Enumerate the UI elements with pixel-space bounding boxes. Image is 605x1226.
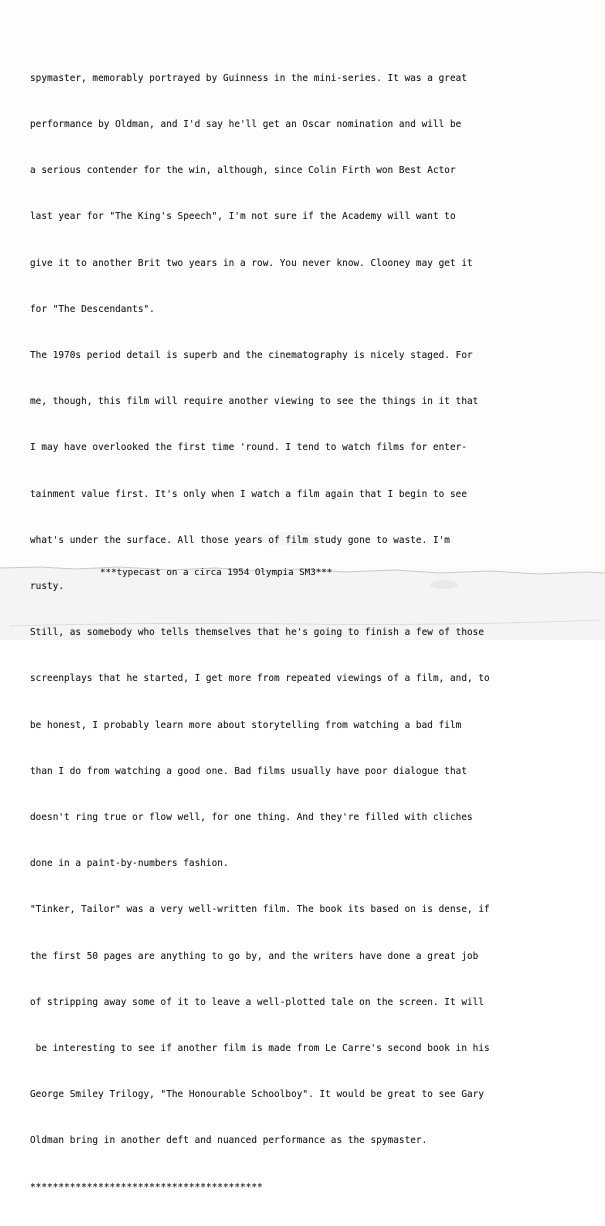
text-line: me, though, this film will require another viewing to see the things in it that: [30, 396, 479, 408]
text-line: George Smiley Trilogy, "The Honourable Schoolboy". It would be great to see Gary: [30, 1089, 485, 1101]
text-line: I may have overlooked the first time 'round. I tend to watch films for enter-: [30, 442, 468, 454]
text-line: "Tinker, Tailor" was a very well-written film. The book its based on is dense, if: [30, 904, 490, 916]
text-line: what's under the surface. All those years of film study gone to waste. I'm: [30, 534, 450, 546]
text-line: screenplays that he started, I get more from repeated viewings of a film, and, to: [30, 673, 490, 685]
text-line: done in a paint-by-numbers fashion.: [30, 858, 229, 870]
text-line: Oldman bring in another deft and nuanced performance as the spymaster.: [30, 1135, 428, 1147]
text-line: last year for "The King's Speech", I'm not sure if the Academy will want to: [30, 211, 456, 223]
text-line: give it to another Brit two years in a row. You never know. Clooney may get it: [30, 257, 473, 269]
text-line: rusty.: [30, 581, 65, 593]
text-line: of stripping away some of it to leave a well-plotted tale on the screen. It will: [30, 996, 485, 1008]
text-line: performance by Oldman, and I'd say he'll get an Oscar nomination and will be: [30, 119, 462, 131]
text-line: a serious contender for the win, although, since Colin Firth won Best Actor: [30, 165, 456, 177]
text-line: tainment value first. It's only when I watch a film again that I begin to see: [30, 488, 468, 500]
typewritten-body: [30, 40, 598, 1226]
text-line: be honest, I probably learn more about storytelling from watching a bad film: [30, 719, 462, 731]
text-line: The 1970s period detail is superb and the cinematography is nicely staged. For: [30, 350, 473, 362]
text-line: be interesting to see if another film is made from Le Carre's second book in his: [30, 1043, 490, 1055]
text-line: for "The Descendants".: [30, 303, 155, 315]
text-line: doesn't ring true or flow well, for one thing. And they're filled with cliches: [30, 812, 473, 824]
typecast-footer-note: ***typecast on a circa 1954 Olympia SM3***: [100, 567, 333, 578]
text-line: than I do from watching a good one. Bad films usually have poor dialogue that: [30, 765, 468, 777]
text-line: the first 50 pages are anything to go by, and the writers have done a great job: [30, 950, 479, 962]
text-line: spymaster, memorably portrayed by Guinness in the mini-series. It was a great: [30, 72, 468, 84]
asterisk-divider: *****************************************: [30, 1181, 263, 1193]
text-line: Still, as somebody who tells themselves that he's going to finish a few of those: [30, 627, 485, 639]
